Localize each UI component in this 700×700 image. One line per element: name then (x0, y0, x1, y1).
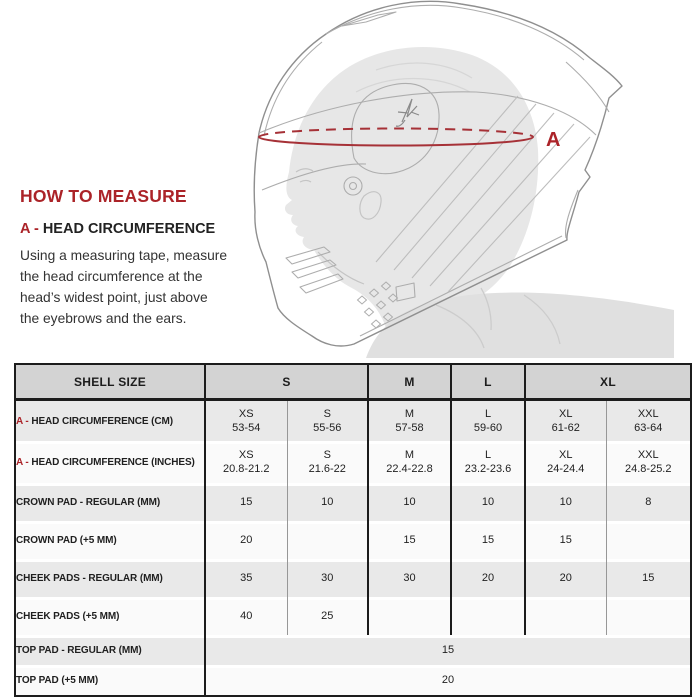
value-cell: 25 (287, 597, 368, 635)
value-cell: 15 (525, 521, 606, 559)
value-cell: 20 (205, 521, 287, 559)
value-cell: 15 (205, 483, 287, 521)
row-top-pad-regular: TOP PAD - REGULAR (MM) 15 (15, 635, 691, 665)
size-cell: M 57-58 (368, 400, 451, 442)
size-group-header-s: S (205, 364, 368, 400)
row-crown-pad-regular: CROWN PAD - REGULAR (MM) 15 10 10 10 10 8 (15, 483, 691, 521)
size-cell: XXL 63-64 (606, 400, 691, 442)
size-group-header-xl: XL (525, 364, 691, 400)
value-cell (525, 597, 606, 635)
size-cell: XS 53-54 (205, 400, 287, 442)
row-head-circumference-cm: A - HEAD CIRCUMFERENCE (CM) XS 53-54 S 55-56 M 57-58 L 59-60 XL 61-62 XXL 63-64 (15, 400, 691, 442)
value-cell: 40 (205, 597, 287, 635)
size-cell: M 22.4-22.8 (368, 441, 451, 483)
size-group-header-l: L (451, 364, 525, 400)
measurement-name: HEAD CIRCUMFERENCE (42, 221, 216, 237)
value-cell: 30 (287, 559, 368, 597)
value-cell (606, 597, 691, 635)
size-cell: XS 20.8-21.2 (205, 441, 287, 483)
value-cell: 20 (451, 559, 525, 597)
size-group-header-m: M (368, 364, 451, 400)
value-cell: 15 (368, 521, 451, 559)
row-top-pad-plus5: TOP PAD (+5 MM) 20 (15, 665, 691, 696)
measurement-key: A - (20, 221, 39, 237)
value-cell (287, 521, 368, 559)
ghost-head (285, 47, 538, 328)
value-cell: 10 (451, 483, 525, 521)
measurement-heading (20, 220, 245, 238)
size-cell: S 55-56 (287, 400, 368, 442)
size-table (14, 363, 692, 697)
value-cell: 15 (606, 559, 691, 597)
value-cell (368, 597, 451, 635)
value-cell: 8 (606, 483, 691, 521)
row-crown-pad-plus5: CROWN PAD (+5 MM) 20 15 15 15 (15, 521, 691, 559)
value-cell (606, 521, 691, 559)
shell-size-header: SHELL SIZE (15, 364, 205, 400)
value-cell: 35 (205, 559, 287, 597)
size-cell: L 23.2-23.6 (451, 441, 525, 483)
merged-value-cell: 20 (205, 665, 691, 696)
row-cheek-pads-plus5: CHEEK PADS (+5 MM) 40 25 (15, 597, 691, 635)
helmet-illustration (226, 0, 674, 358)
value-cell (451, 597, 525, 635)
size-cell: L 59-60 (451, 400, 525, 442)
value-cell: 20 (525, 559, 606, 597)
size-cell: XL 24-24.4 (525, 441, 606, 483)
row-head-circumference-inches: A - HEAD CIRCUMFERENCE (INCHES) XS 20.8-21.2 S 21.6-22 M 22.4-22.8 L 23.2-23.6 XL 24-24.4 XXL 24.8-25.2 (15, 441, 691, 483)
size-cell: S 21.6-22 (287, 441, 368, 483)
value-cell: 10 (287, 483, 368, 521)
value-cell: 15 (451, 521, 525, 559)
value-cell: 30 (368, 559, 451, 597)
measurement-label-a: A (546, 129, 561, 151)
merged-value-cell: 15 (205, 635, 691, 665)
value-cell: 10 (525, 483, 606, 521)
measurement-description: Using a measuring tape, measure the head circumference at the head’s widest point, just above the eyebrows and the ears. (20, 248, 228, 326)
how-to-measure-block (20, 186, 245, 329)
row-cheek-pads-regular: CHEEK PADS - REGULAR (MM) 35 30 30 20 20 15 (15, 559, 691, 597)
size-cell: XXL 24.8-25.2 (606, 441, 691, 483)
size-cell: XL 61-62 (525, 400, 606, 442)
howto-title: HOW TO MEASURE (20, 186, 187, 206)
value-cell: 10 (368, 483, 451, 521)
table-header-row (15, 364, 691, 400)
